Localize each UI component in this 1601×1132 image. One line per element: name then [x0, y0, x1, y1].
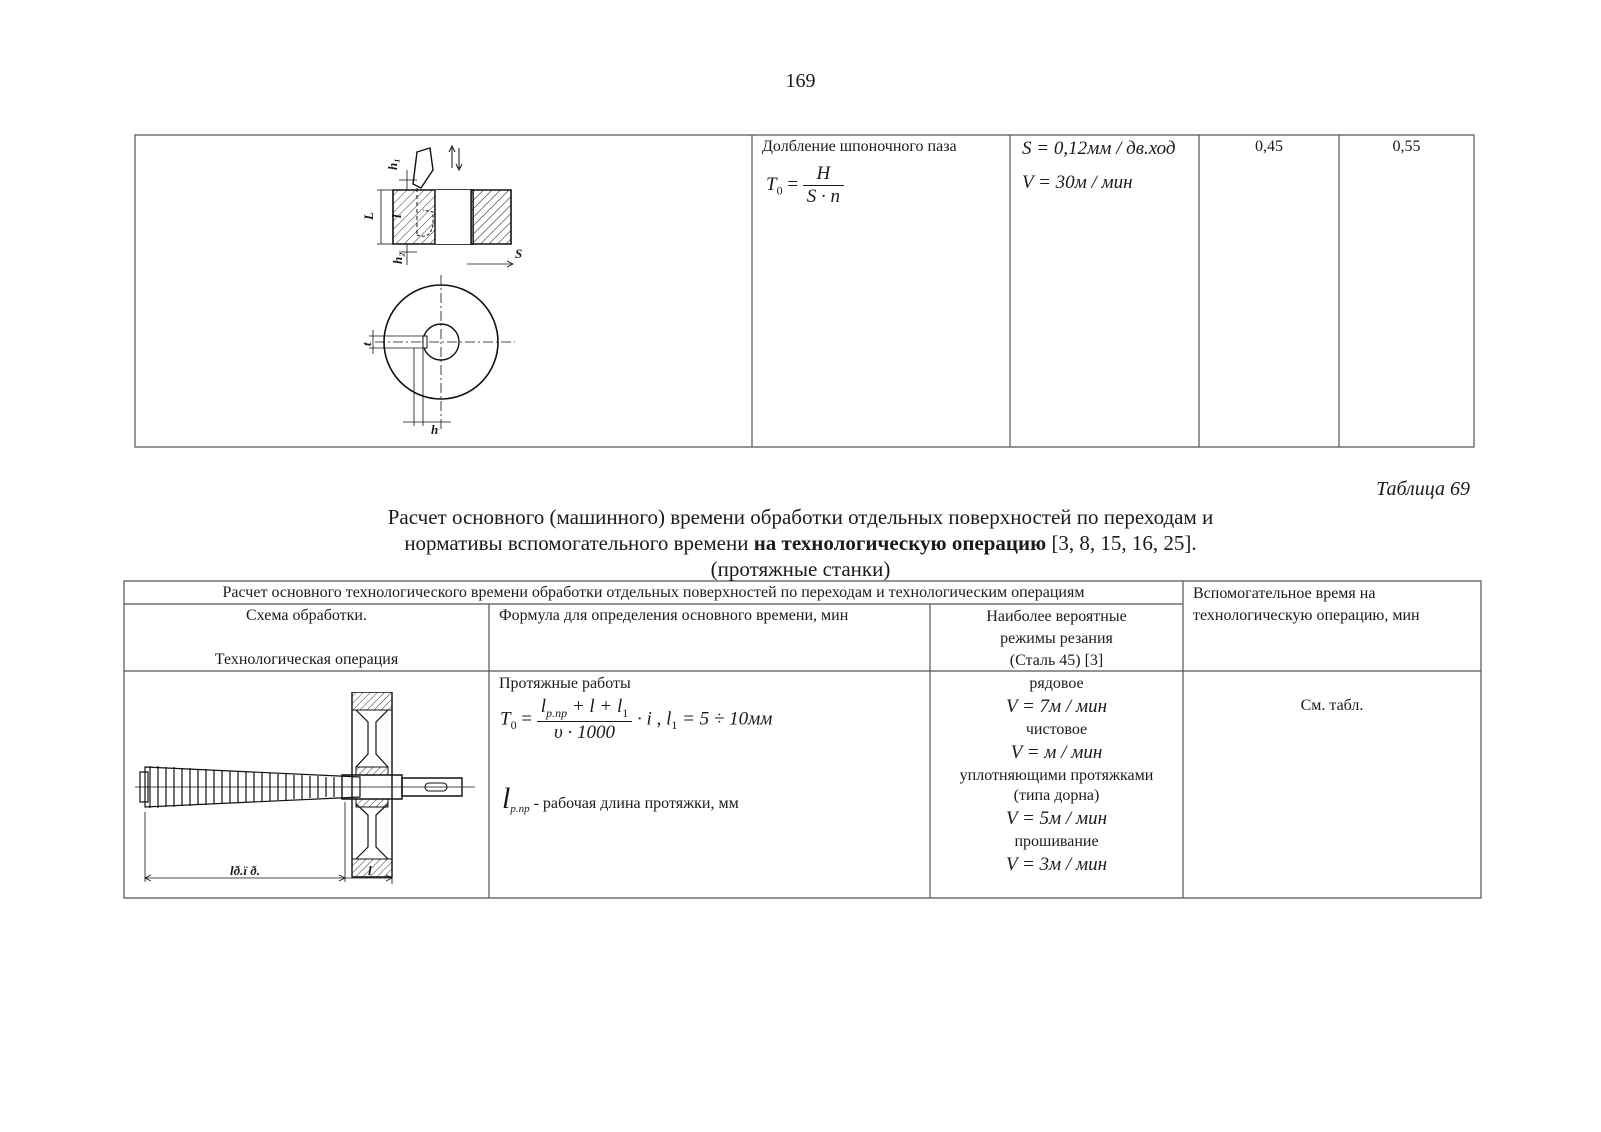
- mode-speed: V = 30м / мин: [1022, 172, 1133, 193]
- label-h: h: [431, 422, 439, 437]
- header-aux: Вспомогательное время на технологическую операцию, мин: [1193, 585, 1420, 624]
- col1-header-1: Схема обработки.: [246, 607, 367, 624]
- broaching-diagram: [130, 692, 480, 892]
- label-h1: h₁: [385, 158, 400, 170]
- aux-time-ref: См. табл.: [1300, 697, 1364, 714]
- label-part-length: l: [368, 863, 372, 878]
- broach-length-note: $l_{р.пр}$ - рабочая длина протяжки, мм: [502, 782, 739, 816]
- label-L: L: [361, 212, 376, 220]
- label-broach-length: lð.ï ð.: [230, 863, 260, 878]
- col3-header: Наиболее вероятные режимы резания (Сталь 45) [3]: [986, 608, 1127, 669]
- mode-feed: S = 0,12мм / дв.ход: [1022, 138, 1176, 159]
- operation-slotting: Долбление шпоночного паза: [762, 138, 957, 155]
- title-line-3: (протяжные станки): [710, 557, 891, 581]
- label-t: t: [359, 342, 374, 346]
- cutting-modes: рядовое V = 7м / мин чистовое V = м / мин уплотняющими протяжками (типа дорна) V = 5м / мин прошивание V = 3м / мин: [959, 675, 1154, 875]
- col1-header-2: Технологическая операция: [214, 651, 399, 668]
- col2-header: Формула для определения основного времени, мин: [499, 607, 849, 624]
- table-label: Таблица 69: [1376, 478, 1470, 500]
- value-2: 0,55: [1392, 138, 1421, 155]
- label-h2: h₂: [390, 252, 405, 264]
- label-l: l: [389, 214, 404, 218]
- header-span: Расчет основного технологического времени обработки отдельных поверхностей по переходам и технологическим операциям: [222, 584, 1085, 601]
- value-1: 0,45: [1255, 138, 1283, 155]
- formula-slotting: $T_0$ = $\frac{H}{S \cdot n}$: [766, 163, 844, 208]
- formula-broaching: $T_0$ = $\frac{l_{р.пр} + l + l_1}{\upsilon \cdot 1000}$ · i , $l_1 = 5 \div 10мм$: [500, 696, 773, 743]
- page-number: 169: [785, 70, 816, 92]
- title-line-2: нормативы вспомогательного времени на технологическую операцию [3, 8, 15, 16, 25].: [404, 531, 1197, 555]
- operation-broaching: Протяжные работы: [499, 675, 631, 692]
- keyway-slotting-diagram: [355, 140, 555, 440]
- title-line-1: Расчет основного (машинного) времени обработки отдельных поверхностей по переходам и: [387, 505, 1214, 529]
- label-S: S: [515, 246, 523, 261]
